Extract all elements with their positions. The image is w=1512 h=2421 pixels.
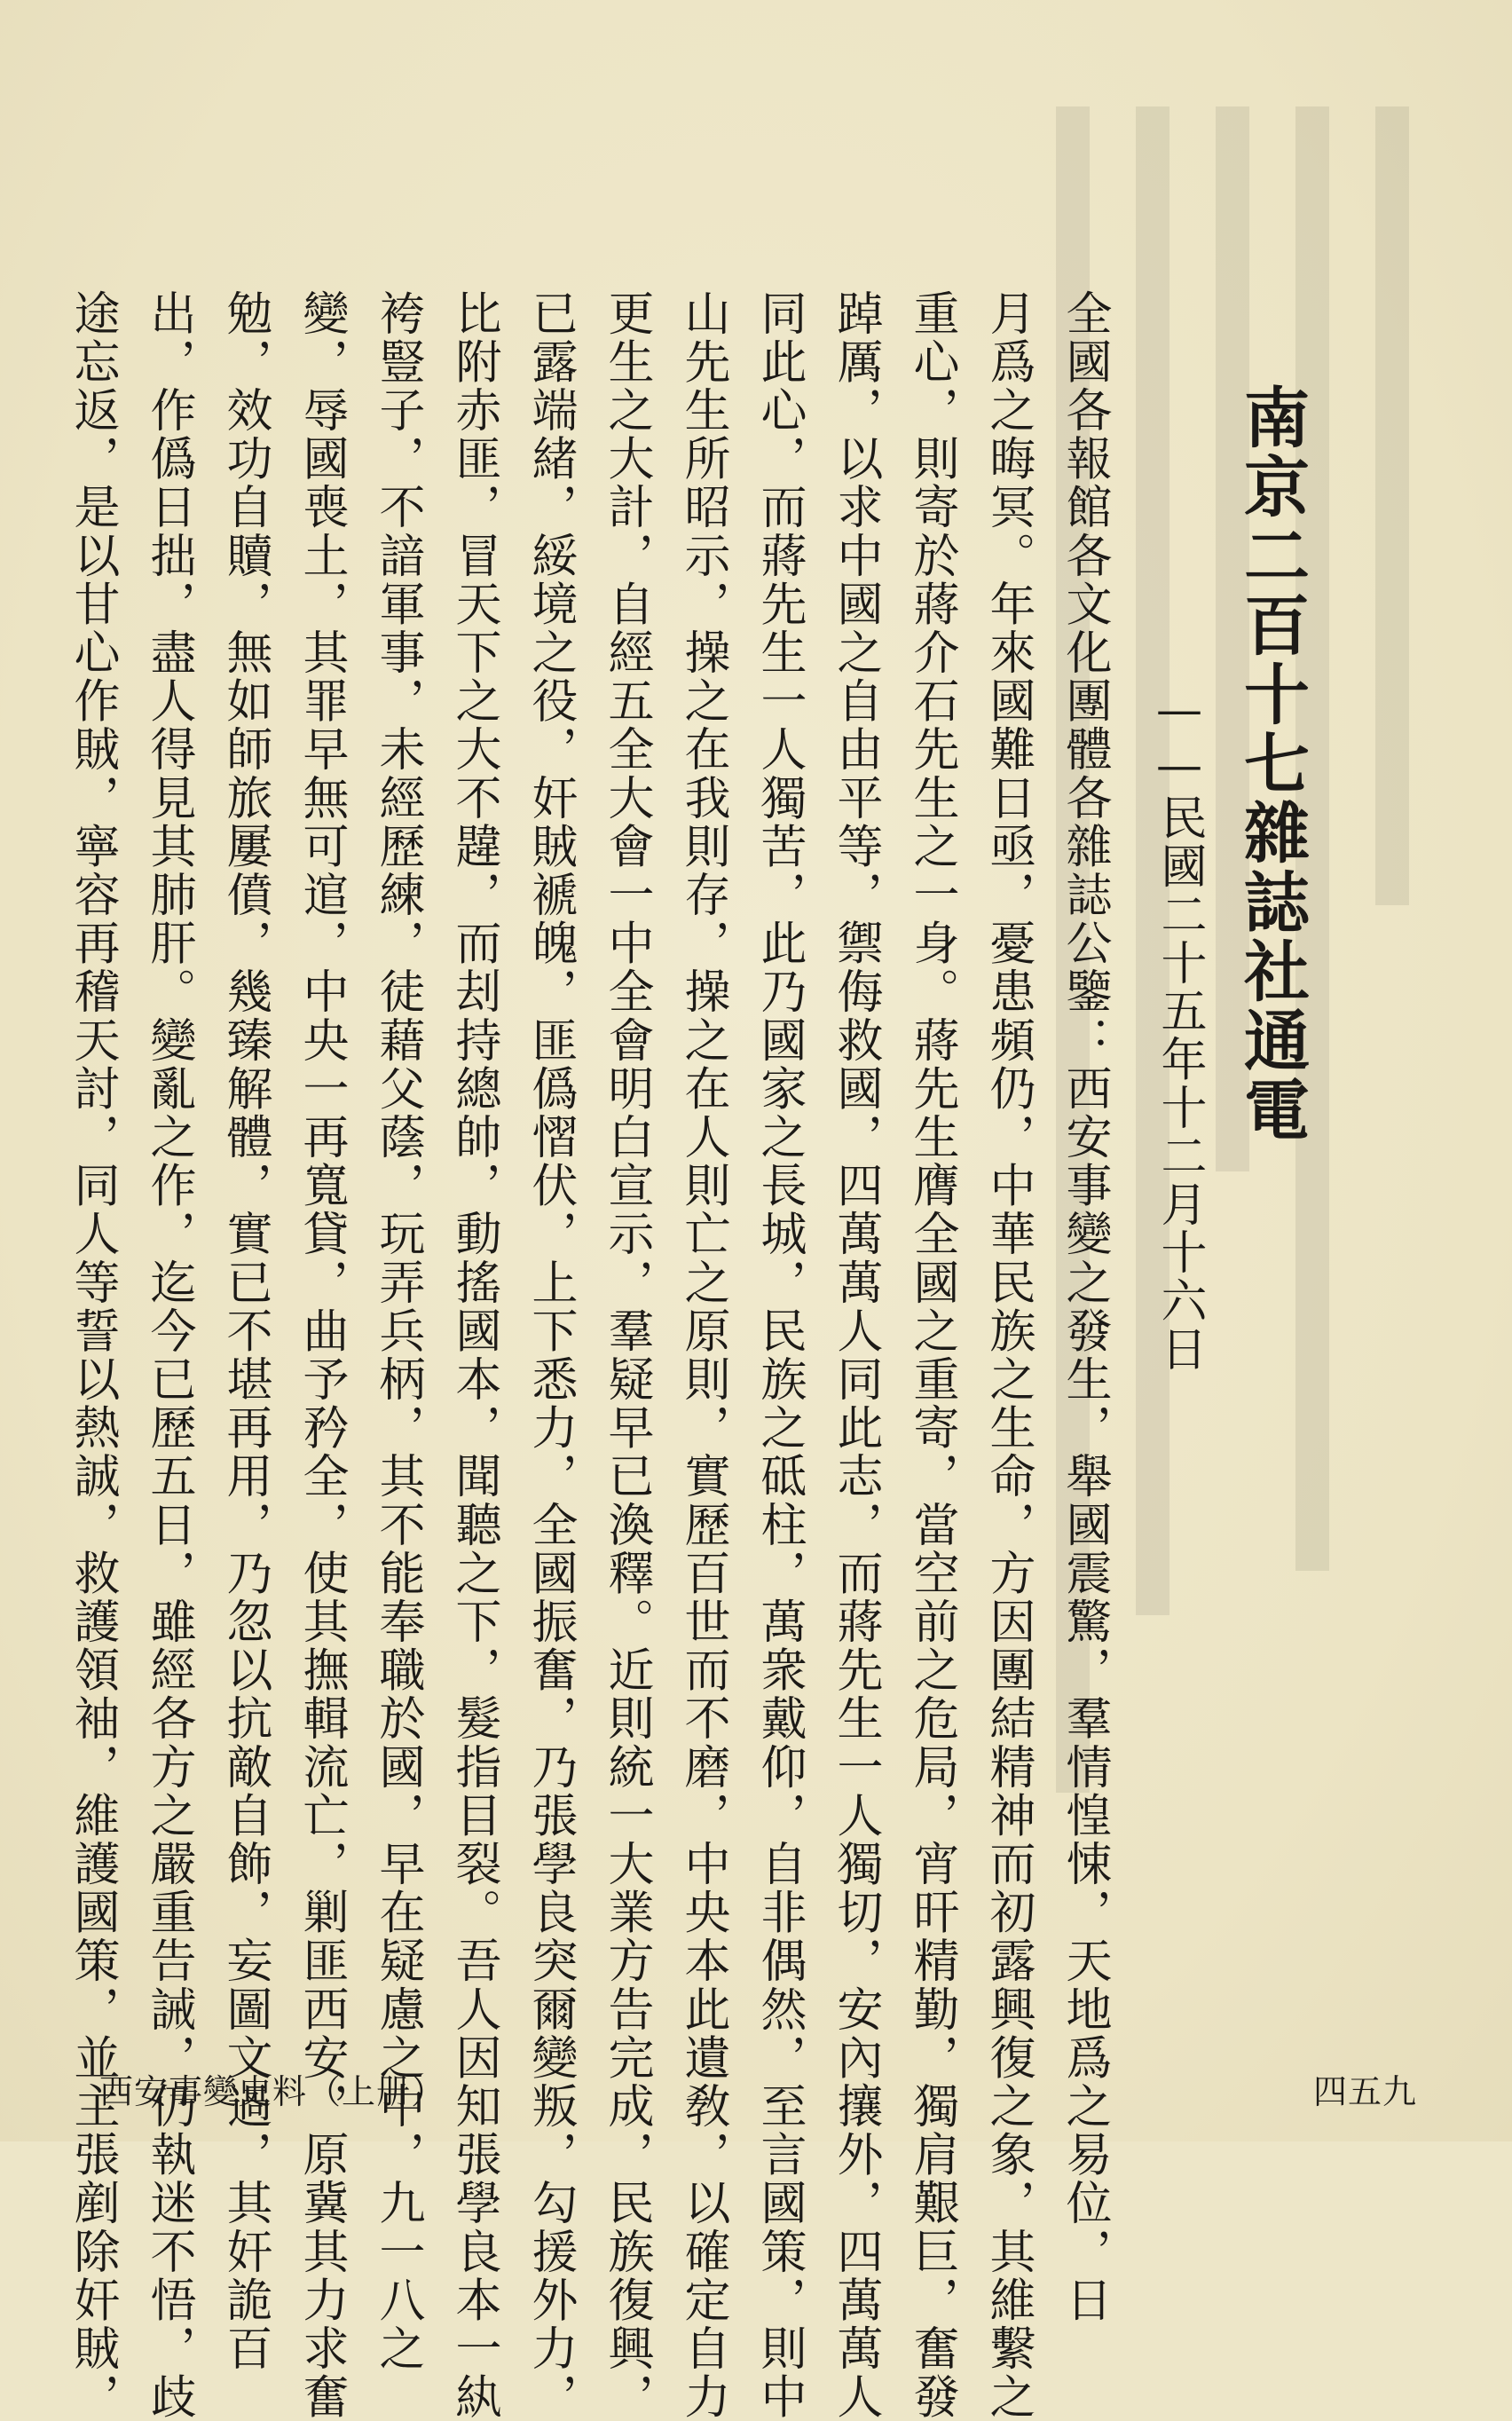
body-column-11: 變，辱國喪土，其罪早無可逭，中央一再寬貸，曲予矜全，使其撫輯流亡，剿匪西安，原冀其力求奮 [295,289,348,2421]
article-date: ——民國二十五年十二月十六日 [1153,683,1206,1374]
footer-book-title-text: 西安事變史料（上册） [99,2072,446,2111]
footer-page-number: 四五九 [1313,2072,1418,2111]
article-title: 南京二百十七雜誌社通電 [1233,383,1310,1145]
body-column-6: 山先生所昭示，操之在我則存，操之在人則亡之原則，實歷百世而不磨，中央本此遺敎，以確定自力 [676,289,729,2421]
body-column-8: 已露端緒，綏境之役，奸賊褫魄，匪僞慴伏，上下悉力，全國振奮，乃張學良突爾變叛，勾援外力， [524,289,577,2421]
body-column-14: 途忘返，是以甘心作賊，寧容再稽天討，同人等誓以熱誠，救護領袖，維護國策，並主張剷除奸賊， [66,289,119,2421]
body-column-2: 月爲之晦冥。年來國難日亟，憂患頻仍，中華民族之生命，方因團結精神而初露興復之象，其維繫之 [981,289,1035,2421]
body-column-1: 全國各報館各文化團體各雜誌公鑒：西安事變之發生，舉國震驚，羣情惶悚，天地爲之易位，日 [1058,289,1111,2325]
body-column-9: 比附赤匪，冒天下之大不韙，而刦持總帥，動搖國本，聞聽之下，髮指目裂。吾人因知張學良本一紈 [447,289,500,2421]
body-column-12: 勉，效功自贖，無如師旅屢僨，幾臻解體，實已不堪再用，乃忽以抗敵自飾，妄圖文過，其奸詭百 [218,289,272,2373]
body-column-10: 袴豎子，不諳軍事，未經歷練，徒藉父蔭，玩弄兵柄，其不能奉職於國，早在疑慮之中，九一八之 [371,289,424,2373]
body-column-4: 踔厲，以求中國之自由平等，禦侮救國，四萬萬人同此志，而蔣先生一人獨切，安內攘外，四萬萬人 [829,289,882,2421]
body-column-7: 更生之大計，自經五全大會一中全會明白宣示，羣疑早已渙釋。近則統一大業方告完成，民族復興， [600,289,653,2421]
body-column-5: 同此心，而蔣先生一人獨苦，此乃國家之長城，民族之砥柱，萬衆戴仰，自非偶然，至言國策，則中 [752,289,806,2421]
body-column-13: 出，作僞日拙，盡人得見其肺肝。變亂之作，迄今已歷五日，雖經各方之嚴重告誡，仍執迷不悟，歧 [142,289,195,2421]
body-column-3: 重心，則寄於蔣介石先生之一身。蔣先生膺全國之重寄，當空前之危局，宵旰精勤，獨肩艱巨，奮發 [905,289,958,2421]
